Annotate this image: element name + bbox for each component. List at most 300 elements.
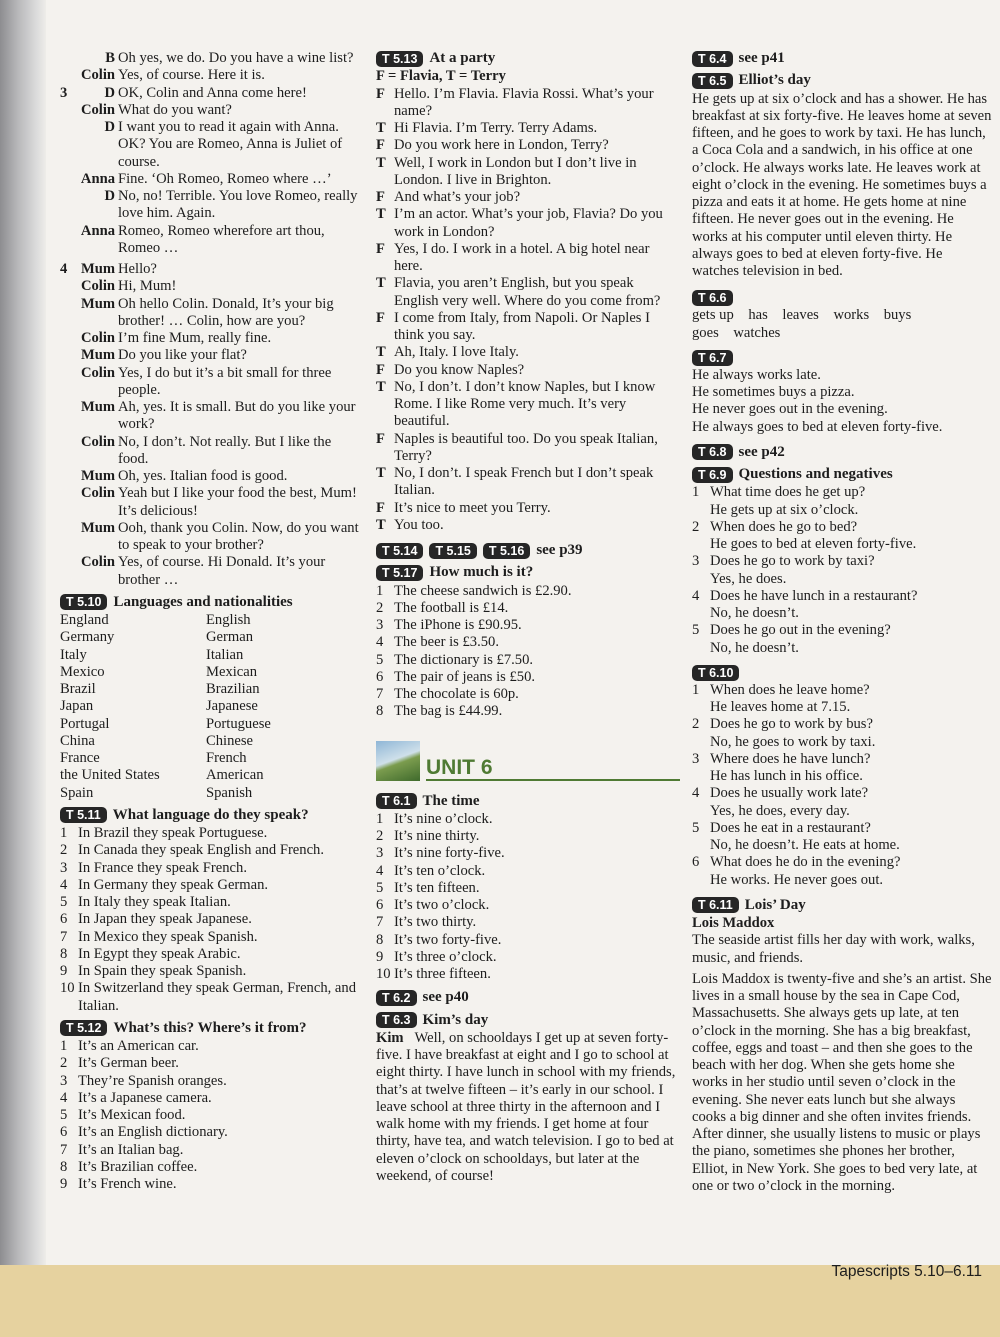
item-text: It’s nine forty-five. [394, 845, 505, 862]
track-badge: T 5.17 [376, 565, 423, 581]
item-number: 6 [60, 1124, 68, 1141]
unit-heading [376, 737, 680, 781]
speaker-label: Mum [80, 347, 115, 364]
speaker-label: Mum [80, 261, 115, 277]
part-number [60, 223, 74, 258]
item-text: It’s Brazilian coffee. [78, 1158, 198, 1175]
line-text: Hi, Mum! [118, 278, 177, 295]
item-text: It’s French wine. [78, 1176, 177, 1192]
line-text: Naples is beautiful too. Do you speak Italian, Terry? [394, 430, 658, 464]
dialogue-line [60, 330, 365, 347]
country-name: Spain [60, 784, 94, 801]
item-text: It’s German beer. [78, 1055, 179, 1072]
question-text: Where does he have lunch? [710, 750, 871, 767]
item-number: 2 [60, 842, 68, 859]
country-name: Portugal [60, 715, 110, 732]
dialogue-line [376, 189, 680, 206]
speaker-label: T [376, 344, 386, 361]
track-badge: T 6.4 [692, 51, 733, 67]
question-text: When does he go to bed? [710, 518, 858, 535]
list-item [60, 929, 365, 946]
item-number: 5 [692, 819, 700, 836]
item-number: 7 [376, 686, 384, 702]
dialogue-line [60, 296, 365, 331]
speaker-label: F [376, 309, 385, 326]
line-text: Do you like your flat? [118, 347, 247, 364]
speaker-label: Mum [80, 399, 115, 415]
line-text: Ooh, thank you Colin. Now, do you want to speak to your brother? [118, 519, 359, 553]
dialogue-line [60, 223, 365, 258]
question-item [692, 484, 992, 501]
item-number: 1 [376, 582, 384, 599]
item-number: 3 [692, 750, 700, 767]
section-title: Questions and negatives [738, 466, 893, 482]
question-text: Does he go out in the evening? [710, 622, 891, 639]
list-item [60, 963, 365, 980]
section-header-t68 [692, 444, 992, 461]
part-number [60, 365, 74, 400]
item-text: The pair of jeans is £50. [394, 668, 536, 685]
item-number: 4 [376, 862, 384, 879]
dialogue-line [376, 431, 680, 466]
section-header-t610 [692, 665, 992, 681]
list-item [376, 600, 680, 617]
question-item [692, 682, 992, 699]
elliots-day-text: He gets up at six o’clock and has a shower. He has breakfast at six forty-five. He leaves home at seven fifteen, and he goes to work by taxi. He has lunch, a Coca Cola and a sandwich, in his office at one o’clock. He always works late. He leaves work at eight o’clock in the evening. He sometimes buys a pizza and eats it at home. He gets home at nine fifteen. He never goes out in the evening. He works at his computer until eleven thirty. He always goes to bed at eleven forty-five. He watches television in bed. [692, 90, 992, 279]
list-item [376, 669, 680, 686]
line-text: Oh, yes. Italian food is good. [118, 468, 288, 484]
list-item [60, 1090, 365, 1107]
item-number: 3 [376, 845, 384, 862]
section-title: Elliot’s day [738, 72, 811, 89]
list-item [60, 825, 365, 842]
item-text: In Egypt they speak Arabic. [78, 945, 241, 962]
list-item [60, 877, 365, 894]
kims-day-text [376, 1030, 680, 1185]
list-item [376, 686, 680, 703]
dialogue-line [60, 102, 365, 119]
track-badge: T 6.9 [692, 467, 733, 483]
item-text: It’s two forty-five. [394, 931, 502, 948]
dialogue-line [376, 344, 680, 361]
part-number: 3 [60, 84, 68, 101]
line-text: Hi Flavia. I’m Terry. Terry Adams. [394, 120, 598, 136]
question-text: What does he do in the evening? [710, 854, 901, 871]
section-header-t63 [376, 1012, 680, 1029]
answer-text: No, he goes to work by taxi. [710, 733, 876, 750]
dialogue-line [376, 206, 680, 241]
item-text: In Japan they speak Japanese. [78, 911, 252, 928]
list-item [60, 1055, 365, 1072]
dialogue-line [60, 85, 365, 102]
track-badge: T 5.15 [429, 543, 476, 559]
question-item [692, 622, 992, 639]
products-list [60, 1038, 365, 1193]
sentence: He never goes out in the evening. [692, 401, 888, 418]
list-item [376, 966, 680, 983]
list-item [60, 1159, 365, 1176]
speaker-label: Mum [80, 295, 115, 312]
list-item [60, 946, 365, 963]
item-number: 8 [60, 1158, 68, 1175]
item-number: 5 [692, 622, 700, 639]
line-text: No, I don’t. I speak French but I don’t speak Italian. [394, 465, 654, 499]
part-number [60, 278, 74, 295]
list-item [60, 842, 365, 859]
item-text: The dictionary is £7.50. [394, 651, 534, 668]
item-number: 6 [376, 897, 384, 913]
track-badge: T 6.10 [692, 665, 739, 681]
line-text: No, I don’t. I don’t know Naples, but I know Rome. I like Rome very much. It’s very beautiful. [394, 378, 656, 430]
answer-text: No, he doesn’t. [710, 605, 799, 621]
track-badge: T 5.10 [60, 594, 107, 610]
country-name: China [60, 732, 95, 749]
column-3 [692, 50, 992, 1195]
article-subtitle: Lois Maddox [692, 915, 775, 931]
nationalities-table [60, 612, 365, 802]
dialogue-line [60, 67, 365, 84]
list-item [376, 932, 680, 949]
country-name: Brazil [60, 681, 96, 697]
item-number: 3 [60, 859, 68, 876]
languages-list [60, 825, 365, 1015]
section-header-t66 [692, 290, 992, 306]
list-item [376, 703, 680, 720]
track-badge: T 5.16 [483, 543, 530, 559]
item-number: 1 [692, 484, 700, 501]
speaker-label: Kim [376, 1029, 404, 1046]
item-text: It’s ten fifteen. [394, 879, 480, 896]
track-badge: T 6.8 [692, 444, 733, 460]
section-header-t69 [692, 466, 992, 483]
list-item [376, 914, 680, 931]
item-text: It’s three fifteen. [394, 966, 491, 982]
nationality-name: Italian [206, 646, 244, 663]
speaker-label: F [376, 361, 385, 378]
times-list [376, 811, 680, 984]
item-text: It’s two thirty. [394, 914, 477, 931]
speaker-label: Colin [80, 278, 115, 295]
list-item [60, 1124, 365, 1141]
item-number: 5 [376, 651, 384, 668]
part-number [60, 554, 74, 589]
section-title: What’s this? Where’s it from? [113, 1019, 307, 1036]
section-header-t511 [60, 807, 365, 824]
speaker-label: Colin [80, 330, 115, 346]
item-number: 10 [376, 966, 391, 982]
item-number: 6 [692, 854, 700, 871]
list-item [60, 1107, 365, 1124]
item-number: 9 [376, 948, 384, 965]
road-landscape-icon [376, 741, 420, 781]
track-badge: T 6.1 [376, 793, 417, 809]
item-number: 8 [376, 931, 384, 948]
line-text: Fine. ‘Oh Romeo, Romeo where …’ [118, 170, 332, 187]
section-header-t517 [376, 564, 680, 581]
speaker-label: T [376, 465, 386, 481]
questions-list [692, 484, 992, 657]
nationality-name: American [206, 767, 264, 784]
line-text: Yes, I do but it’s a bit small for three people. [118, 364, 332, 398]
list-item [376, 811, 680, 828]
line-text: What do you want? [118, 101, 232, 118]
nationality-name: Mexican [206, 663, 258, 680]
item-number: 3 [692, 553, 700, 570]
item-number: 1 [60, 1038, 68, 1054]
list-item [60, 1073, 365, 1090]
line-text: Yes, of course. Here it is. [118, 67, 265, 84]
item-text: In France they speak French. [78, 859, 247, 876]
country-name: the United States [60, 767, 160, 784]
dialogue-line [376, 310, 680, 345]
nationality-name: Spanish [206, 784, 253, 801]
track-badge: T 6.3 [376, 1012, 417, 1028]
speaker-label: Mum [80, 519, 115, 536]
item-text: The chocolate is 60p. [394, 686, 519, 702]
track-badge: T 5.14 [376, 543, 423, 559]
nationality-name: Brazilian [206, 681, 260, 697]
dialogue-line [60, 399, 365, 434]
section-title: Lois’ Day [744, 896, 806, 913]
nationality-name: Portuguese [206, 715, 271, 732]
line-text: Yeah but I like your food the best, Mum! It’s delicious! [118, 485, 357, 519]
section-title: Languages and nationalities [113, 593, 293, 610]
item-number: 2 [60, 1055, 68, 1072]
item-number: 6 [60, 911, 68, 928]
section-header-t65 [692, 72, 992, 89]
dialogue-line [60, 119, 365, 171]
page-reference: see p39 [536, 542, 583, 558]
item-number: 2 [376, 599, 384, 616]
line-text: Do you know Naples? [394, 361, 525, 378]
line-text: OK, Colin and Anna come here! [118, 84, 307, 101]
speaker-label: Anna [80, 222, 115, 239]
list-item [376, 583, 680, 600]
column-2 [376, 50, 680, 1185]
question-text: Does he go to work by taxi? [710, 553, 875, 570]
page-reference: see p42 [738, 443, 785, 460]
speaker-key: F = Flavia, T = Terry [376, 68, 506, 85]
track-badge: T 6.11 [692, 897, 739, 913]
speaker-label: Colin [80, 433, 115, 450]
nationality-name: German [206, 629, 254, 646]
nationality-name: French [206, 750, 247, 766]
section-header-t62 [376, 989, 680, 1006]
country-name: Germany [60, 629, 115, 646]
item-text: In Spain they speak Spanish. [78, 963, 247, 979]
verb-list-line: gets up has leaves works buys [692, 307, 912, 324]
section-header-t67 [692, 350, 992, 366]
track-badge: T 6.2 [376, 990, 417, 1006]
question-text: Does he usually work late? [710, 785, 869, 802]
line-text: Hello? [118, 261, 157, 277]
question-text: What time does he get up? [710, 484, 866, 501]
speaker-label: F [376, 189, 385, 205]
list-item [376, 634, 680, 651]
list-item [376, 897, 680, 914]
item-text: It’s an English dictionary. [78, 1124, 228, 1141]
sentence: He always goes to bed at eleven forty-five. [692, 418, 943, 435]
list-item [60, 980, 365, 1015]
item-text: In Switzerland they speak German, French, and Italian. [78, 980, 357, 1014]
line-text: Yes, of course. Hi Donald. It’s your brother … [118, 554, 326, 588]
item-text: In Brazil they speak Portuguese. [78, 825, 268, 841]
question-item [692, 519, 992, 536]
item-number: 1 [376, 810, 384, 827]
speaker-label: T [376, 378, 386, 395]
line-text: Romeo, Romeo wherefore art thou, Romeo … [118, 222, 325, 256]
item-number: 4 [692, 785, 700, 802]
line-text: I want you to read it again with Anna. OK? You are Romeo, Anna is Juliet of course. [118, 119, 343, 170]
answer-text: He works. He never goes out. [710, 871, 884, 888]
line-text: Do you work here in London, Terry? [394, 137, 609, 154]
speaker-label: F [376, 137, 385, 154]
question-item [692, 820, 992, 837]
dialogue-line [60, 50, 365, 67]
line-text: Ah, yes. It is small. But do you like your work? [118, 399, 356, 433]
nationality-name: Japanese [206, 698, 258, 715]
sentence: He always works late. [692, 366, 821, 383]
line-text: Flavia, you aren’t English, but you speak English very well. Where do you come from? [394, 275, 661, 309]
country-name: France [60, 750, 100, 766]
list-item [60, 860, 365, 877]
list-item [376, 863, 680, 880]
list-item [376, 652, 680, 669]
item-text: It’s a Japanese camera. [78, 1089, 212, 1106]
dialogue-line [376, 241, 680, 276]
dialogue-line [60, 468, 365, 485]
country-name: Italy [60, 646, 87, 663]
section-title: The time [422, 792, 480, 809]
part-number [60, 347, 74, 364]
part-number [60, 330, 74, 347]
track-badge: T 6.5 [692, 73, 733, 89]
part-number [60, 50, 74, 67]
line-text: Ah, Italy. I love Italy. [394, 344, 519, 361]
line-text: Hello. I’m Flavia. Flavia Rossi. What’s your name? [394, 85, 654, 119]
speaker-label: B [105, 50, 115, 66]
part-number [60, 434, 74, 469]
speaker-label: F [376, 85, 385, 102]
speaker-label: Anna [80, 170, 115, 187]
question-item [692, 716, 992, 733]
item-number: 3 [60, 1072, 68, 1089]
unit-title: UNIT 6 [426, 759, 680, 780]
dialogue-line [376, 155, 680, 190]
line-text: No, I don’t. Not really. But I like the food. [118, 433, 332, 467]
line-text: Well, I work in London but I don’t live in London. I live in Brighton. [394, 154, 637, 188]
country-name: Mexico [60, 663, 105, 680]
part-number [60, 468, 74, 485]
track-badge: T 6.6 [692, 290, 733, 306]
item-number: 4 [692, 587, 700, 604]
part-number [60, 171, 74, 188]
dialogue-line [60, 188, 365, 223]
item-number: 7 [376, 914, 384, 931]
speaker-label: T [376, 275, 386, 292]
part-number [60, 296, 74, 331]
part-number [60, 102, 74, 119]
line-text: I’m an actor. What’s your job, Flavia? Do you work in London? [394, 206, 663, 240]
nationality-name: English [206, 612, 251, 628]
line-text: No, no! Terrible. You love Romeo, really love him. Again. [118, 188, 358, 222]
item-text: It’s nine thirty. [394, 828, 480, 844]
adverb-sentences [692, 367, 992, 436]
item-number: 10 [60, 980, 75, 997]
dialogue-line [376, 137, 680, 154]
line-text: Oh hello Colin. Donald, It’s your big brother! … Colin, how are you? [118, 295, 334, 329]
item-text: In Canada they speak English and French. [78, 842, 324, 859]
list-item [376, 845, 680, 862]
speaker-label: F [376, 240, 385, 257]
item-number: 2 [692, 518, 700, 535]
section-title: At a party [429, 50, 496, 66]
line-text: I come from Italy, from Napoli. Or Naples I think you say. [394, 309, 650, 343]
track-badge: T 5.11 [60, 807, 107, 823]
question-item [692, 751, 992, 768]
dialogue-line [60, 347, 365, 364]
speaker-label: Colin [80, 554, 115, 571]
paragraph: Well, on schooldays I get up at seven forty-five. I have breakfast at eight and I go to school at eight thirty. I have lunch in school with my friends, that’s at twelve fifteen – it’s early in our school. I leave school at three thirty in the afternoon and I walk home with my friends. I get home at four thirty, have tea, and watch television. I go to bed at eleven o’clock on schooldays, but later at the weekend, of course! [376, 1029, 676, 1184]
section-title: How much is it? [429, 564, 534, 581]
item-number: 4 [60, 876, 68, 893]
section-header-t512 [60, 1020, 365, 1037]
dialogue-line [376, 517, 680, 534]
part-number [60, 485, 74, 520]
part-number [60, 399, 74, 434]
item-text: The iPhone is £90.95. [394, 617, 522, 633]
section-title: What language do they speak? [112, 806, 309, 823]
item-text: It’s nine o’clock. [394, 810, 493, 827]
country-name: England [60, 612, 109, 628]
footer-title: Tapescripts 5.10–6.11 [831, 1263, 982, 1280]
answer-text: Yes, he does, every day. [710, 802, 850, 819]
section-header-t510 [60, 594, 365, 611]
list-item [60, 1038, 365, 1055]
list-item [60, 911, 365, 928]
question-item [692, 785, 992, 802]
answer-text: He leaves home at 7.15. [710, 699, 851, 715]
speaker-label: Colin [80, 101, 115, 118]
dialogue-line [376, 379, 680, 431]
part-number [60, 520, 74, 555]
item-number: 8 [376, 703, 384, 720]
speaker-label: T [376, 206, 386, 223]
book-spine-shadow [0, 0, 46, 1337]
line-text: I’m fine Mum, really fine. [118, 330, 272, 346]
question-text: When does he leave home? [710, 681, 870, 698]
answer-text: No, he doesn’t. He eats at home. [710, 837, 900, 853]
line-text: Yes, I do. I work in a hotel. A big hotel near here. [394, 240, 650, 274]
dialogue-theatre [60, 50, 365, 257]
speaker-label: T [376, 516, 386, 533]
item-number: 7 [60, 928, 68, 945]
speaker-label: Colin [80, 67, 115, 84]
list-item [376, 949, 680, 966]
question-text: Does he have lunch in a restaurant? [710, 587, 918, 604]
item-number: 9 [60, 1176, 68, 1192]
list-item [60, 894, 365, 911]
track-badge: T 5.12 [60, 1020, 107, 1036]
lois-day-text: Lois Maddox is twenty-five and she’s an artist. She lives in a small house by the sea in Cape Cod, Massachusetts. She always gets up late, at ten o’clock in the morning. She has a big breakfast, coffee, eggs and toast – and then she goes to the beach with her dog. When she gets home she works in her studio until seven o’clock in the evening. She never eats lunch but she always cooks a big dinner and she often invites friends. After dinner, she usually listens to music or plays the piano, sometimes she phones her brother, Elliot, in New York. She goes to bed very late, at one or two o’clock in the morning. [692, 970, 992, 1194]
answer-text: He gets up at six o’clock. [710, 501, 859, 518]
item-text: They’re Spanish oranges. [78, 1072, 227, 1089]
question-text: Does he eat in a restaurant? [710, 819, 871, 836]
dialogue-line [60, 278, 365, 295]
speaker-label: T [376, 154, 386, 171]
speaker-label: T [376, 120, 386, 136]
article-intro: The seaside artist fills her day with work, walks, music, and friends. [692, 932, 975, 966]
